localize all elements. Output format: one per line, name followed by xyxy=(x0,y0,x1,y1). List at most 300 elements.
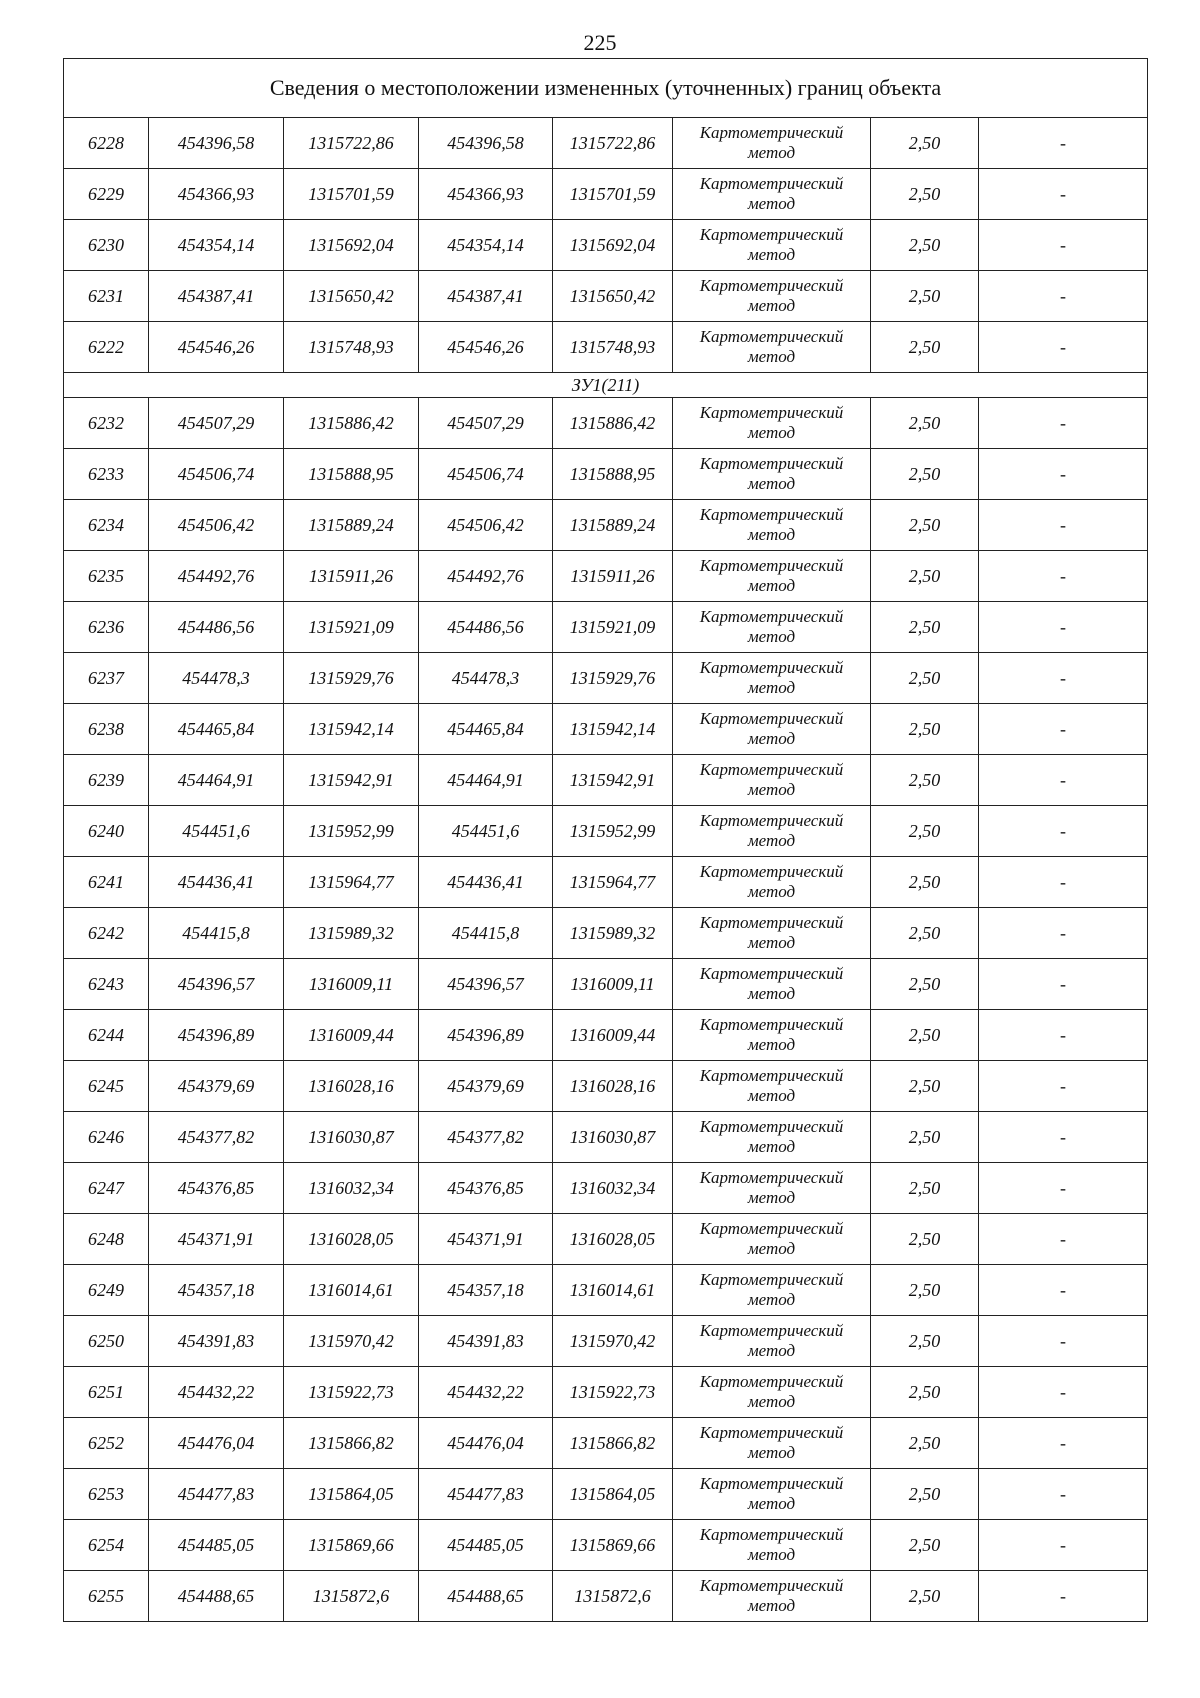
method-cell xyxy=(673,806,871,857)
y-old-cell: 1315964,77 xyxy=(284,857,419,908)
note-cell: - xyxy=(979,704,1148,755)
y-new-cell: 1315701,59 xyxy=(553,169,673,220)
point-number-cell: 6252 xyxy=(64,1418,149,1469)
x-old-cell: 454391,83 xyxy=(149,1316,284,1367)
y-new-cell: 1315964,77 xyxy=(553,857,673,908)
table-row xyxy=(64,1010,1148,1061)
accuracy-cell: 2,50 xyxy=(871,1010,979,1061)
table-body xyxy=(64,59,1148,1622)
x-new-cell: 454376,85 xyxy=(419,1163,553,1214)
x-old-cell: 454488,65 xyxy=(149,1571,284,1622)
table-row xyxy=(64,908,1148,959)
method-cell xyxy=(673,1010,871,1061)
accuracy-cell: 2,50 xyxy=(871,1571,979,1622)
note-cell: - xyxy=(979,271,1148,322)
table-row xyxy=(64,220,1148,271)
method-line2: метод xyxy=(747,1494,796,1513)
x-old-cell: 454396,89 xyxy=(149,1010,284,1061)
method-cell xyxy=(673,653,871,704)
note-cell: - xyxy=(979,1520,1148,1571)
point-number-cell: 6235 xyxy=(64,551,149,602)
method-cell xyxy=(673,118,871,169)
accuracy-cell: 2,50 xyxy=(871,118,979,169)
y-old-cell: 1315869,66 xyxy=(284,1520,419,1571)
table-heading-row xyxy=(64,59,1148,118)
y-new-cell: 1315911,26 xyxy=(553,551,673,602)
point-number-cell: 6254 xyxy=(64,1520,149,1571)
method-cell xyxy=(673,500,871,551)
x-new-cell: 454485,05 xyxy=(419,1520,553,1571)
x-old-cell: 454485,05 xyxy=(149,1520,284,1571)
point-number-cell: 6248 xyxy=(64,1214,149,1265)
x-new-cell: 454357,18 xyxy=(419,1265,553,1316)
method-cell xyxy=(673,1469,871,1520)
note-cell: - xyxy=(979,1265,1148,1316)
y-old-cell: 1316028,16 xyxy=(284,1061,419,1112)
y-new-cell: 1315866,82 xyxy=(553,1418,673,1469)
x-new-cell: 454464,91 xyxy=(419,755,553,806)
y-old-cell: 1316028,05 xyxy=(284,1214,419,1265)
y-new-cell: 1316030,87 xyxy=(553,1112,673,1163)
method-line2: метод xyxy=(747,1596,796,1615)
note-cell: - xyxy=(979,322,1148,373)
method-line2: метод xyxy=(747,576,796,595)
y-new-cell: 1316014,61 xyxy=(553,1265,673,1316)
point-number-cell: 6228 xyxy=(64,118,149,169)
method-line1: Картометрический xyxy=(699,1576,844,1595)
table-row xyxy=(64,959,1148,1010)
x-new-cell: 454396,57 xyxy=(419,959,553,1010)
method-line2: метод xyxy=(747,245,796,264)
y-old-cell: 1315864,05 xyxy=(284,1469,419,1520)
y-new-cell: 1315942,14 xyxy=(553,704,673,755)
x-new-cell: 454477,83 xyxy=(419,1469,553,1520)
x-old-cell: 454451,6 xyxy=(149,806,284,857)
table-row xyxy=(64,857,1148,908)
method-line2: метод xyxy=(747,423,796,442)
method-line1: Картометрический xyxy=(699,1219,844,1238)
accuracy-cell: 2,50 xyxy=(871,271,979,322)
x-old-cell: 454379,69 xyxy=(149,1061,284,1112)
y-new-cell: 1315886,42 xyxy=(553,398,673,449)
x-new-cell: 454396,89 xyxy=(419,1010,553,1061)
point-number-cell: 6230 xyxy=(64,220,149,271)
method-cell xyxy=(673,857,871,908)
note-cell: - xyxy=(979,1214,1148,1265)
method-line1: Картометрический xyxy=(699,454,844,473)
accuracy-cell: 2,50 xyxy=(871,500,979,551)
y-old-cell: 1315722,86 xyxy=(284,118,419,169)
x-old-cell: 454387,41 xyxy=(149,271,284,322)
y-old-cell: 1315970,42 xyxy=(284,1316,419,1367)
method-line1: Картометрический xyxy=(699,913,844,932)
x-new-cell: 454488,65 xyxy=(419,1571,553,1622)
x-old-cell: 454396,58 xyxy=(149,118,284,169)
accuracy-cell: 2,50 xyxy=(871,1367,979,1418)
note-cell: - xyxy=(979,1418,1148,1469)
y-old-cell: 1315692,04 xyxy=(284,220,419,271)
method-line1: Картометрический xyxy=(699,505,844,524)
method-line2: метод xyxy=(747,780,796,799)
y-old-cell: 1315929,76 xyxy=(284,653,419,704)
y-old-cell: 1315889,24 xyxy=(284,500,419,551)
table-row xyxy=(64,1571,1148,1622)
y-old-cell: 1316009,11 xyxy=(284,959,419,1010)
point-number-cell: 6232 xyxy=(64,398,149,449)
method-line2: метод xyxy=(747,1188,796,1207)
method-line2: метод xyxy=(747,143,796,162)
table-row xyxy=(64,551,1148,602)
method-cell xyxy=(673,169,871,220)
y-old-cell: 1315866,82 xyxy=(284,1418,419,1469)
x-old-cell: 454371,91 xyxy=(149,1214,284,1265)
note-cell: - xyxy=(979,1571,1148,1622)
accuracy-cell: 2,50 xyxy=(871,1520,979,1571)
note-cell: - xyxy=(979,1061,1148,1112)
table-row xyxy=(64,500,1148,551)
method-line2: метод xyxy=(747,933,796,952)
accuracy-cell: 2,50 xyxy=(871,1112,979,1163)
table-row xyxy=(64,169,1148,220)
note-cell: - xyxy=(979,1163,1148,1214)
accuracy-cell: 2,50 xyxy=(871,1214,979,1265)
y-old-cell: 1315942,14 xyxy=(284,704,419,755)
x-new-cell: 454391,83 xyxy=(419,1316,553,1367)
table-row xyxy=(64,118,1148,169)
method-line1: Картометрический xyxy=(699,1474,844,1493)
point-number-cell: 6233 xyxy=(64,449,149,500)
y-new-cell: 1315872,6 xyxy=(553,1571,673,1622)
note-cell: - xyxy=(979,857,1148,908)
x-old-cell: 454396,57 xyxy=(149,959,284,1010)
accuracy-cell: 2,50 xyxy=(871,653,979,704)
y-new-cell: 1315869,66 xyxy=(553,1520,673,1571)
method-cell xyxy=(673,1112,871,1163)
method-line2: метод xyxy=(747,296,796,315)
accuracy-cell: 2,50 xyxy=(871,169,979,220)
method-cell xyxy=(673,551,871,602)
note-cell: - xyxy=(979,602,1148,653)
table-row xyxy=(64,704,1148,755)
table-row xyxy=(64,1214,1148,1265)
note-cell: - xyxy=(979,118,1148,169)
x-old-cell: 454477,83 xyxy=(149,1469,284,1520)
page-number: 225 xyxy=(583,30,617,55)
point-number-cell: 6231 xyxy=(64,271,149,322)
method-line2: метод xyxy=(747,678,796,697)
point-number-cell: 6237 xyxy=(64,653,149,704)
y-old-cell: 1315942,91 xyxy=(284,755,419,806)
point-number-cell: 6241 xyxy=(64,857,149,908)
method-cell xyxy=(673,908,871,959)
method-line1: Картометрический xyxy=(699,225,844,244)
y-old-cell: 1315650,42 xyxy=(284,271,419,322)
note-cell: - xyxy=(979,1316,1148,1367)
table-row xyxy=(64,1316,1148,1367)
x-old-cell: 454354,14 xyxy=(149,220,284,271)
method-cell xyxy=(673,959,871,1010)
y-new-cell: 1316009,44 xyxy=(553,1010,673,1061)
note-cell: - xyxy=(979,1112,1148,1163)
x-new-cell: 454507,29 xyxy=(419,398,553,449)
method-line1: Картометрический xyxy=(699,607,844,626)
accuracy-cell: 2,50 xyxy=(871,704,979,755)
method-line1: Картометрический xyxy=(699,1372,844,1391)
y-old-cell: 1316032,34 xyxy=(284,1163,419,1214)
note-cell: - xyxy=(979,1367,1148,1418)
table-row xyxy=(64,1469,1148,1520)
note-cell: - xyxy=(979,908,1148,959)
y-old-cell: 1315701,59 xyxy=(284,169,419,220)
method-cell xyxy=(673,1061,871,1112)
point-number-cell: 6222 xyxy=(64,322,149,373)
accuracy-cell: 2,50 xyxy=(871,1265,979,1316)
method-line1: Картометрический xyxy=(699,174,844,193)
point-number-cell: 6229 xyxy=(64,169,149,220)
method-line1: Картометрический xyxy=(699,327,844,346)
note-cell: - xyxy=(979,398,1148,449)
x-new-cell: 454506,74 xyxy=(419,449,553,500)
table-row xyxy=(64,449,1148,500)
accuracy-cell: 2,50 xyxy=(871,551,979,602)
y-new-cell: 1315989,32 xyxy=(553,908,673,959)
point-number-cell: 6245 xyxy=(64,1061,149,1112)
x-new-cell: 454476,04 xyxy=(419,1418,553,1469)
x-old-cell: 454465,84 xyxy=(149,704,284,755)
accuracy-cell: 2,50 xyxy=(871,959,979,1010)
method-line1: Картометрический xyxy=(699,709,844,728)
method-line2: метод xyxy=(747,194,796,213)
accuracy-cell: 2,50 xyxy=(871,1061,979,1112)
x-new-cell: 454465,84 xyxy=(419,704,553,755)
method-line2: метод xyxy=(747,1443,796,1462)
table-title: Сведения о местоположении измененных (уточненных) границ объекта xyxy=(64,59,1148,118)
x-new-cell: 454387,41 xyxy=(419,271,553,322)
method-line1: Картометрический xyxy=(699,1321,844,1340)
accuracy-cell: 2,50 xyxy=(871,398,979,449)
method-cell xyxy=(673,1163,871,1214)
method-line2: метод xyxy=(747,1290,796,1309)
note-cell: - xyxy=(979,551,1148,602)
method-line1: Картометрический xyxy=(699,1270,844,1289)
accuracy-cell: 2,50 xyxy=(871,806,979,857)
method-line2: метод xyxy=(747,474,796,493)
x-new-cell: 454451,6 xyxy=(419,806,553,857)
accuracy-cell: 2,50 xyxy=(871,602,979,653)
y-new-cell: 1315970,42 xyxy=(553,1316,673,1367)
method-line1: Картометрический xyxy=(699,1066,844,1085)
note-cell: - xyxy=(979,449,1148,500)
note-cell: - xyxy=(979,755,1148,806)
point-number-cell: 6253 xyxy=(64,1469,149,1520)
x-new-cell: 454354,14 xyxy=(419,220,553,271)
x-new-cell: 454396,58 xyxy=(419,118,553,169)
x-old-cell: 454507,29 xyxy=(149,398,284,449)
x-new-cell: 454492,76 xyxy=(419,551,553,602)
x-old-cell: 454436,41 xyxy=(149,857,284,908)
x-new-cell: 454432,22 xyxy=(419,1367,553,1418)
point-number-cell: 6249 xyxy=(64,1265,149,1316)
point-number-cell: 6243 xyxy=(64,959,149,1010)
x-new-cell: 454486,56 xyxy=(419,602,553,653)
method-line2: метод xyxy=(747,1137,796,1156)
method-line1: Картометрический xyxy=(699,1015,844,1034)
point-number-cell: 6255 xyxy=(64,1571,149,1622)
method-cell xyxy=(673,1214,871,1265)
method-cell xyxy=(673,1418,871,1469)
y-new-cell: 1315864,05 xyxy=(553,1469,673,1520)
x-new-cell: 454379,69 xyxy=(419,1061,553,1112)
y-old-cell: 1315872,6 xyxy=(284,1571,419,1622)
method-cell xyxy=(673,602,871,653)
note-cell: - xyxy=(979,1469,1148,1520)
method-line2: метод xyxy=(747,1392,796,1411)
method-line1: Картометрический xyxy=(699,811,844,830)
method-line2: метод xyxy=(747,525,796,544)
note-cell: - xyxy=(979,500,1148,551)
accuracy-cell: 2,50 xyxy=(871,1163,979,1214)
method-line2: метод xyxy=(747,882,796,901)
accuracy-cell: 2,50 xyxy=(871,755,979,806)
point-number-cell: 6240 xyxy=(64,806,149,857)
point-number-cell: 6242 xyxy=(64,908,149,959)
table-row xyxy=(64,1367,1148,1418)
boundary-table xyxy=(63,58,1148,1622)
x-new-cell: 454377,82 xyxy=(419,1112,553,1163)
point-number-cell: 6247 xyxy=(64,1163,149,1214)
section-row xyxy=(64,373,1148,398)
accuracy-cell: 2,50 xyxy=(871,1418,979,1469)
y-new-cell: 1316028,16 xyxy=(553,1061,673,1112)
y-old-cell: 1315886,42 xyxy=(284,398,419,449)
method-cell xyxy=(673,1265,871,1316)
x-new-cell: 454366,93 xyxy=(419,169,553,220)
y-old-cell: 1315989,32 xyxy=(284,908,419,959)
x-old-cell: 454366,93 xyxy=(149,169,284,220)
accuracy-cell: 2,50 xyxy=(871,1316,979,1367)
method-line1: Картометрический xyxy=(699,658,844,677)
point-number-cell: 6246 xyxy=(64,1112,149,1163)
method-cell xyxy=(673,1571,871,1622)
method-line1: Картометрический xyxy=(699,1525,844,1544)
method-cell xyxy=(673,1316,871,1367)
y-old-cell: 1316009,44 xyxy=(284,1010,419,1061)
x-old-cell: 454478,3 xyxy=(149,653,284,704)
x-old-cell: 454432,22 xyxy=(149,1367,284,1418)
method-cell xyxy=(673,1520,871,1571)
method-cell xyxy=(673,398,871,449)
x-old-cell: 454492,76 xyxy=(149,551,284,602)
method-line2: метод xyxy=(747,627,796,646)
method-line1: Картометрический xyxy=(699,760,844,779)
method-line1: Картометрический xyxy=(699,862,844,881)
y-new-cell: 1315722,86 xyxy=(553,118,673,169)
y-old-cell: 1316030,87 xyxy=(284,1112,419,1163)
x-new-cell: 454436,41 xyxy=(419,857,553,908)
x-old-cell: 454464,91 xyxy=(149,755,284,806)
x-new-cell: 454506,42 xyxy=(419,500,553,551)
table-row xyxy=(64,1061,1148,1112)
method-line1: Картометрический xyxy=(699,123,844,142)
point-number-cell: 6250 xyxy=(64,1316,149,1367)
method-cell xyxy=(673,271,871,322)
y-new-cell: 1316009,11 xyxy=(553,959,673,1010)
x-old-cell: 454377,82 xyxy=(149,1112,284,1163)
y-new-cell: 1315650,42 xyxy=(553,271,673,322)
table-row xyxy=(64,1418,1148,1469)
method-line2: метод xyxy=(747,1239,796,1258)
y-old-cell: 1315911,26 xyxy=(284,551,419,602)
method-line1: Картометрический xyxy=(699,403,844,422)
x-old-cell: 454357,18 xyxy=(149,1265,284,1316)
table-row xyxy=(64,1163,1148,1214)
y-old-cell: 1316014,61 xyxy=(284,1265,419,1316)
note-cell: - xyxy=(979,220,1148,271)
x-old-cell: 454376,85 xyxy=(149,1163,284,1214)
accuracy-cell: 2,50 xyxy=(871,449,979,500)
method-line2: метод xyxy=(747,729,796,748)
table-row xyxy=(64,1520,1148,1571)
y-old-cell: 1315952,99 xyxy=(284,806,419,857)
method-cell xyxy=(673,322,871,373)
section-label: ЗУ1(211) xyxy=(64,373,1148,398)
point-number-cell: 6251 xyxy=(64,1367,149,1418)
method-cell xyxy=(673,704,871,755)
point-number-cell: 6239 xyxy=(64,755,149,806)
y-new-cell: 1315921,09 xyxy=(553,602,673,653)
x-old-cell: 454546,26 xyxy=(149,322,284,373)
y-new-cell: 1316032,34 xyxy=(553,1163,673,1214)
y-old-cell: 1315748,93 xyxy=(284,322,419,373)
method-line2: метод xyxy=(747,1545,796,1564)
x-old-cell: 454476,04 xyxy=(149,1418,284,1469)
x-new-cell: 454546,26 xyxy=(419,322,553,373)
y-new-cell: 1315889,24 xyxy=(553,500,673,551)
method-line2: метод xyxy=(747,1341,796,1360)
method-line1: Картометрический xyxy=(699,1117,844,1136)
table-row xyxy=(64,653,1148,704)
method-line1: Картометрический xyxy=(699,1423,844,1442)
x-old-cell: 454415,8 xyxy=(149,908,284,959)
method-line1: Картометрический xyxy=(699,1168,844,1187)
method-line2: метод xyxy=(747,1035,796,1054)
point-number-cell: 6236 xyxy=(64,602,149,653)
method-line1: Картометрический xyxy=(699,556,844,575)
table-row xyxy=(64,755,1148,806)
table-row xyxy=(64,322,1148,373)
method-cell xyxy=(673,449,871,500)
accuracy-cell: 2,50 xyxy=(871,857,979,908)
method-cell xyxy=(673,220,871,271)
x-new-cell: 454478,3 xyxy=(419,653,553,704)
method-line2: метод xyxy=(747,1086,796,1105)
y-old-cell: 1315922,73 xyxy=(284,1367,419,1418)
y-new-cell: 1315922,73 xyxy=(553,1367,673,1418)
accuracy-cell: 2,50 xyxy=(871,220,979,271)
y-new-cell: 1315929,76 xyxy=(553,653,673,704)
x-old-cell: 454486,56 xyxy=(149,602,284,653)
point-number-cell: 6244 xyxy=(64,1010,149,1061)
method-line1: Картометрический xyxy=(699,964,844,983)
method-line2: метод xyxy=(747,347,796,366)
note-cell: - xyxy=(979,959,1148,1010)
x-new-cell: 454415,8 xyxy=(419,908,553,959)
note-cell: - xyxy=(979,1010,1148,1061)
x-old-cell: 454506,42 xyxy=(149,500,284,551)
table-row xyxy=(64,1265,1148,1316)
accuracy-cell: 2,50 xyxy=(871,908,979,959)
y-new-cell: 1316028,05 xyxy=(553,1214,673,1265)
